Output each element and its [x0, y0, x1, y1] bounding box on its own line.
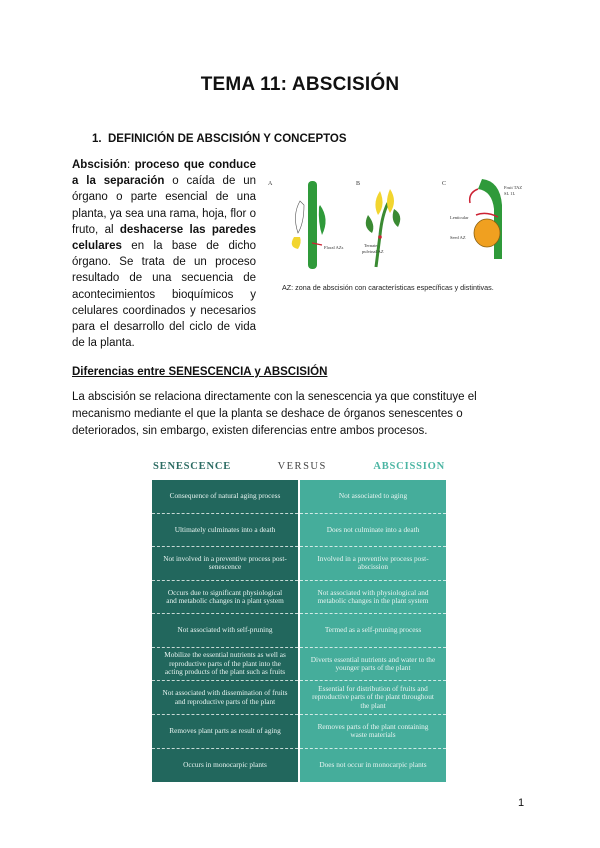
panel-b-az-label-1: Ternate: [364, 243, 378, 248]
senescence-cell: Occurs due to significant physiological and metabolic changes in a plant system: [152, 581, 298, 615]
senescence-cell: Not involved in a preventive process post-senescence: [152, 547, 298, 581]
section-heading-text: DEFINICIÓN DE ABSCISIÓN Y CONCEPTOS: [107, 133, 347, 145]
senescence-column: [152, 480, 298, 782]
differences-heading: Diferencias entre SENESCENCIA y ABSCISIÓN: [72, 366, 328, 378]
panel-b-leaflet-3: [393, 209, 401, 227]
abscission-cell: Termed as a self-pruning process: [300, 614, 446, 648]
panel-c-fruit: [474, 219, 500, 247]
section-number: 1.: [92, 133, 102, 145]
panel-b-az-mark: [378, 235, 382, 239]
definition-text-1: o caída de un órgano o parte esencial de una planta, ya sea una rama, hoja, flor o fruto, al: [72, 175, 256, 236]
panel-c-az-mark: [470, 189, 478, 203]
abscission-zone-figure: [264, 175, 536, 275]
abscission-cell: Diverts essential nutrients and water to the younger parts of the plant: [300, 648, 446, 682]
panel-b-leaflet-2: [387, 189, 394, 213]
abscission-zone-illustration: [264, 175, 536, 275]
panel-a-label: A: [268, 181, 273, 187]
panel-c-label: C: [442, 181, 447, 187]
definition-term: Abscisión: [72, 159, 127, 171]
panel-c-az-label-1: Fruit TAZ: [504, 185, 523, 190]
page-title: TEMA 11: ABSCISIÓN: [200, 74, 400, 95]
panel-c-az-label-2: SL 1L: [504, 191, 516, 196]
definition-bold-2: deshacerse las paredes celulares: [72, 223, 256, 253]
senescence-cell: Not associated with self-pruning: [152, 614, 298, 648]
panel-b-leaflet-1: [375, 191, 382, 215]
abscission-cell: Not associated with physiological and metabolic changes in the plant system: [300, 581, 446, 615]
definition-bold-1: proceso que conduce a la separación: [72, 159, 257, 188]
page-number: 1: [518, 797, 525, 809]
differences-paragraph: La abscisión se relaciona directamente con la senescencia ya que constituye el mecanismo mediante el que la planta se deshace de órganos senescentes o deteriorados, sin embargo, existen diferencias entre ambos procesos.: [72, 391, 477, 437]
panel-a-stem: [308, 181, 317, 269]
comparison-table: [152, 480, 446, 782]
definition-colon: :: [126, 159, 135, 171]
senescence-cell: Ultimately culminates into a death: [152, 514, 298, 548]
senescence-cell: Occurs in monocarpic plants: [183, 760, 267, 770]
abscission-cell: Involved in a preventive process post-abscission: [300, 547, 446, 581]
versus-label: VERSUS: [277, 461, 327, 472]
abscission-cell: Not associated to aging: [300, 480, 446, 514]
panel-b-leaflet-4: [366, 215, 374, 233]
abscission-cell: Essential for distribution of fruits and reproductive parts of the plant throughout the plant: [300, 681, 446, 715]
senescence-cell: Not associated with dissemination of fruits and reproductive parts of the plant: [152, 681, 298, 715]
senescence-title: SENESCENCE: [153, 461, 232, 472]
panel-c-az-label-3: Lenticular: [450, 215, 469, 220]
panel-a-az-label: Floral AZs: [324, 245, 344, 250]
abscission-cell: Removes parts of the plant containing waste materials: [300, 715, 446, 749]
panel-c-az-label-4: Seed AZ: [450, 235, 466, 240]
panel-a-petal: [295, 201, 304, 233]
panel-a-flower: [292, 237, 301, 249]
comparison-header: [153, 461, 445, 472]
senescence-cell: Mobilize the essential nutrients as well as reproductive parts of the plant into the acting products of the plant such as fruits: [152, 648, 298, 682]
senescence-cell: Consequence of natural aging process: [152, 480, 298, 514]
abscission-title: ABSCISSION: [373, 461, 445, 472]
abscission-column: [300, 480, 446, 782]
panel-a-leaf: [319, 205, 326, 235]
definition-paragraph: [72, 157, 256, 351]
senescence-cell: Removes plant parts as result of aging: [152, 715, 298, 749]
abscission-cell: Does not culminate into a death: [300, 514, 446, 548]
section-heading: [92, 133, 347, 145]
abscission-cell: Does not occur in monocarpic plants: [319, 760, 427, 770]
panel-b-az-label-2: pulvinal AZ: [362, 249, 384, 254]
definition-text-2: en la base de dicho órgano. Se trata de un proceso resultado de una secuencia de acontecimientos bioquímicos y celulares coordinados y necesarios para el desarrollo del ciclo de vida de la planta.: [72, 240, 256, 350]
panel-b-label: B: [356, 181, 361, 187]
figure-caption: AZ: zona de abscisión con características específicas y distintivas.: [282, 283, 494, 292]
